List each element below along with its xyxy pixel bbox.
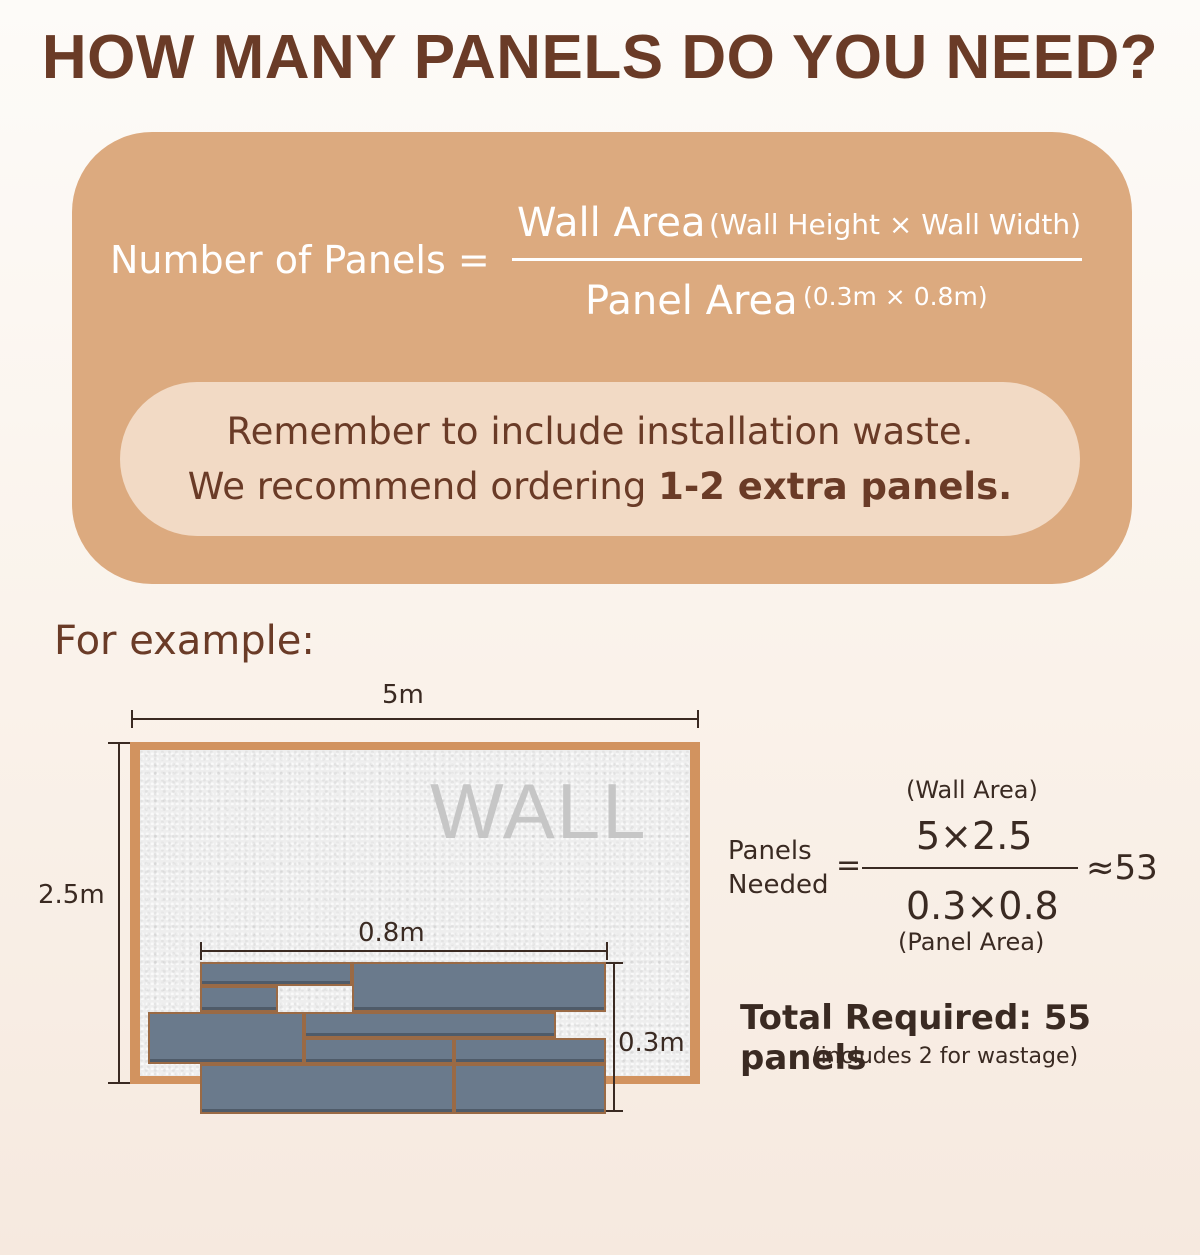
example-label: For example: <box>54 618 315 664</box>
reminder-line-2-prefix: We recommend ordering <box>187 465 659 508</box>
panel-width-label: 0.8m <box>358 918 425 948</box>
panel-width-line <box>200 950 608 952</box>
formula-denominator-note: (0.3m × 0.8m) <box>803 282 988 311</box>
plank <box>200 962 352 986</box>
formula-denominator: Panel Area <box>585 278 798 324</box>
reminder-extra-panels: 1-2 extra panels. <box>658 465 1013 508</box>
calc-lhs-line-2: Needed <box>728 870 829 900</box>
wall-width-tick-right <box>697 710 699 728</box>
wood-panel-image <box>148 962 608 1114</box>
reminder-box <box>120 382 1080 536</box>
wall-width-tick-left <box>131 710 133 728</box>
panel-width-tick-right <box>606 942 608 960</box>
plank <box>200 1064 454 1114</box>
calc-result: ≈53 <box>1086 848 1158 888</box>
reminder-line-1: Remember to include installation waste. <box>226 409 974 453</box>
total-required: Total Required: 55 panels <box>740 998 1092 1078</box>
panel-height-label: 0.3m <box>618 1028 685 1058</box>
calc-numerator: 5×2.5 <box>916 814 1033 858</box>
calc-denominator: 0.3×0.8 <box>906 884 1059 928</box>
reminder-line-2 <box>120 459 1080 515</box>
formula-fraction-line <box>512 258 1082 261</box>
plank <box>200 986 278 1012</box>
plank <box>454 1064 606 1114</box>
page-title: HOW MANY PANELS DO YOU NEED? <box>41 23 1159 92</box>
calc-lhs <box>728 834 828 902</box>
calc-lhs-line-1: Panels <box>728 836 812 866</box>
plank <box>304 1038 454 1064</box>
formula-numerator: Wall Area <box>517 200 706 246</box>
wall-word: WALL <box>430 767 648 855</box>
wall-width-label: 5m <box>382 680 424 710</box>
panel-height-line <box>613 962 615 1112</box>
wall-height-tick-top <box>108 742 130 744</box>
calc-numerator-note: (Wall Area) <box>906 776 1038 804</box>
plank <box>304 1012 556 1038</box>
wall-width-line <box>131 718 699 720</box>
wall-height-line <box>118 742 120 1084</box>
calc-fraction-line <box>862 867 1078 869</box>
formula-numerator-note: (Wall Height × Wall Width) <box>709 208 1082 241</box>
calc-equals: = <box>836 848 862 883</box>
plank <box>454 1038 606 1064</box>
panel-width-tick-left <box>200 942 202 960</box>
formula-lhs: Number of Panels = <box>110 238 490 282</box>
calc-denominator-note: (Panel Area) <box>898 928 1045 956</box>
plank <box>352 962 606 1012</box>
total-note: (includes 2 for wastage) <box>812 1044 1079 1069</box>
wall-height-label: 2.5m <box>38 880 105 910</box>
plank <box>148 1012 304 1064</box>
wall-height-tick-bottom <box>108 1082 130 1084</box>
